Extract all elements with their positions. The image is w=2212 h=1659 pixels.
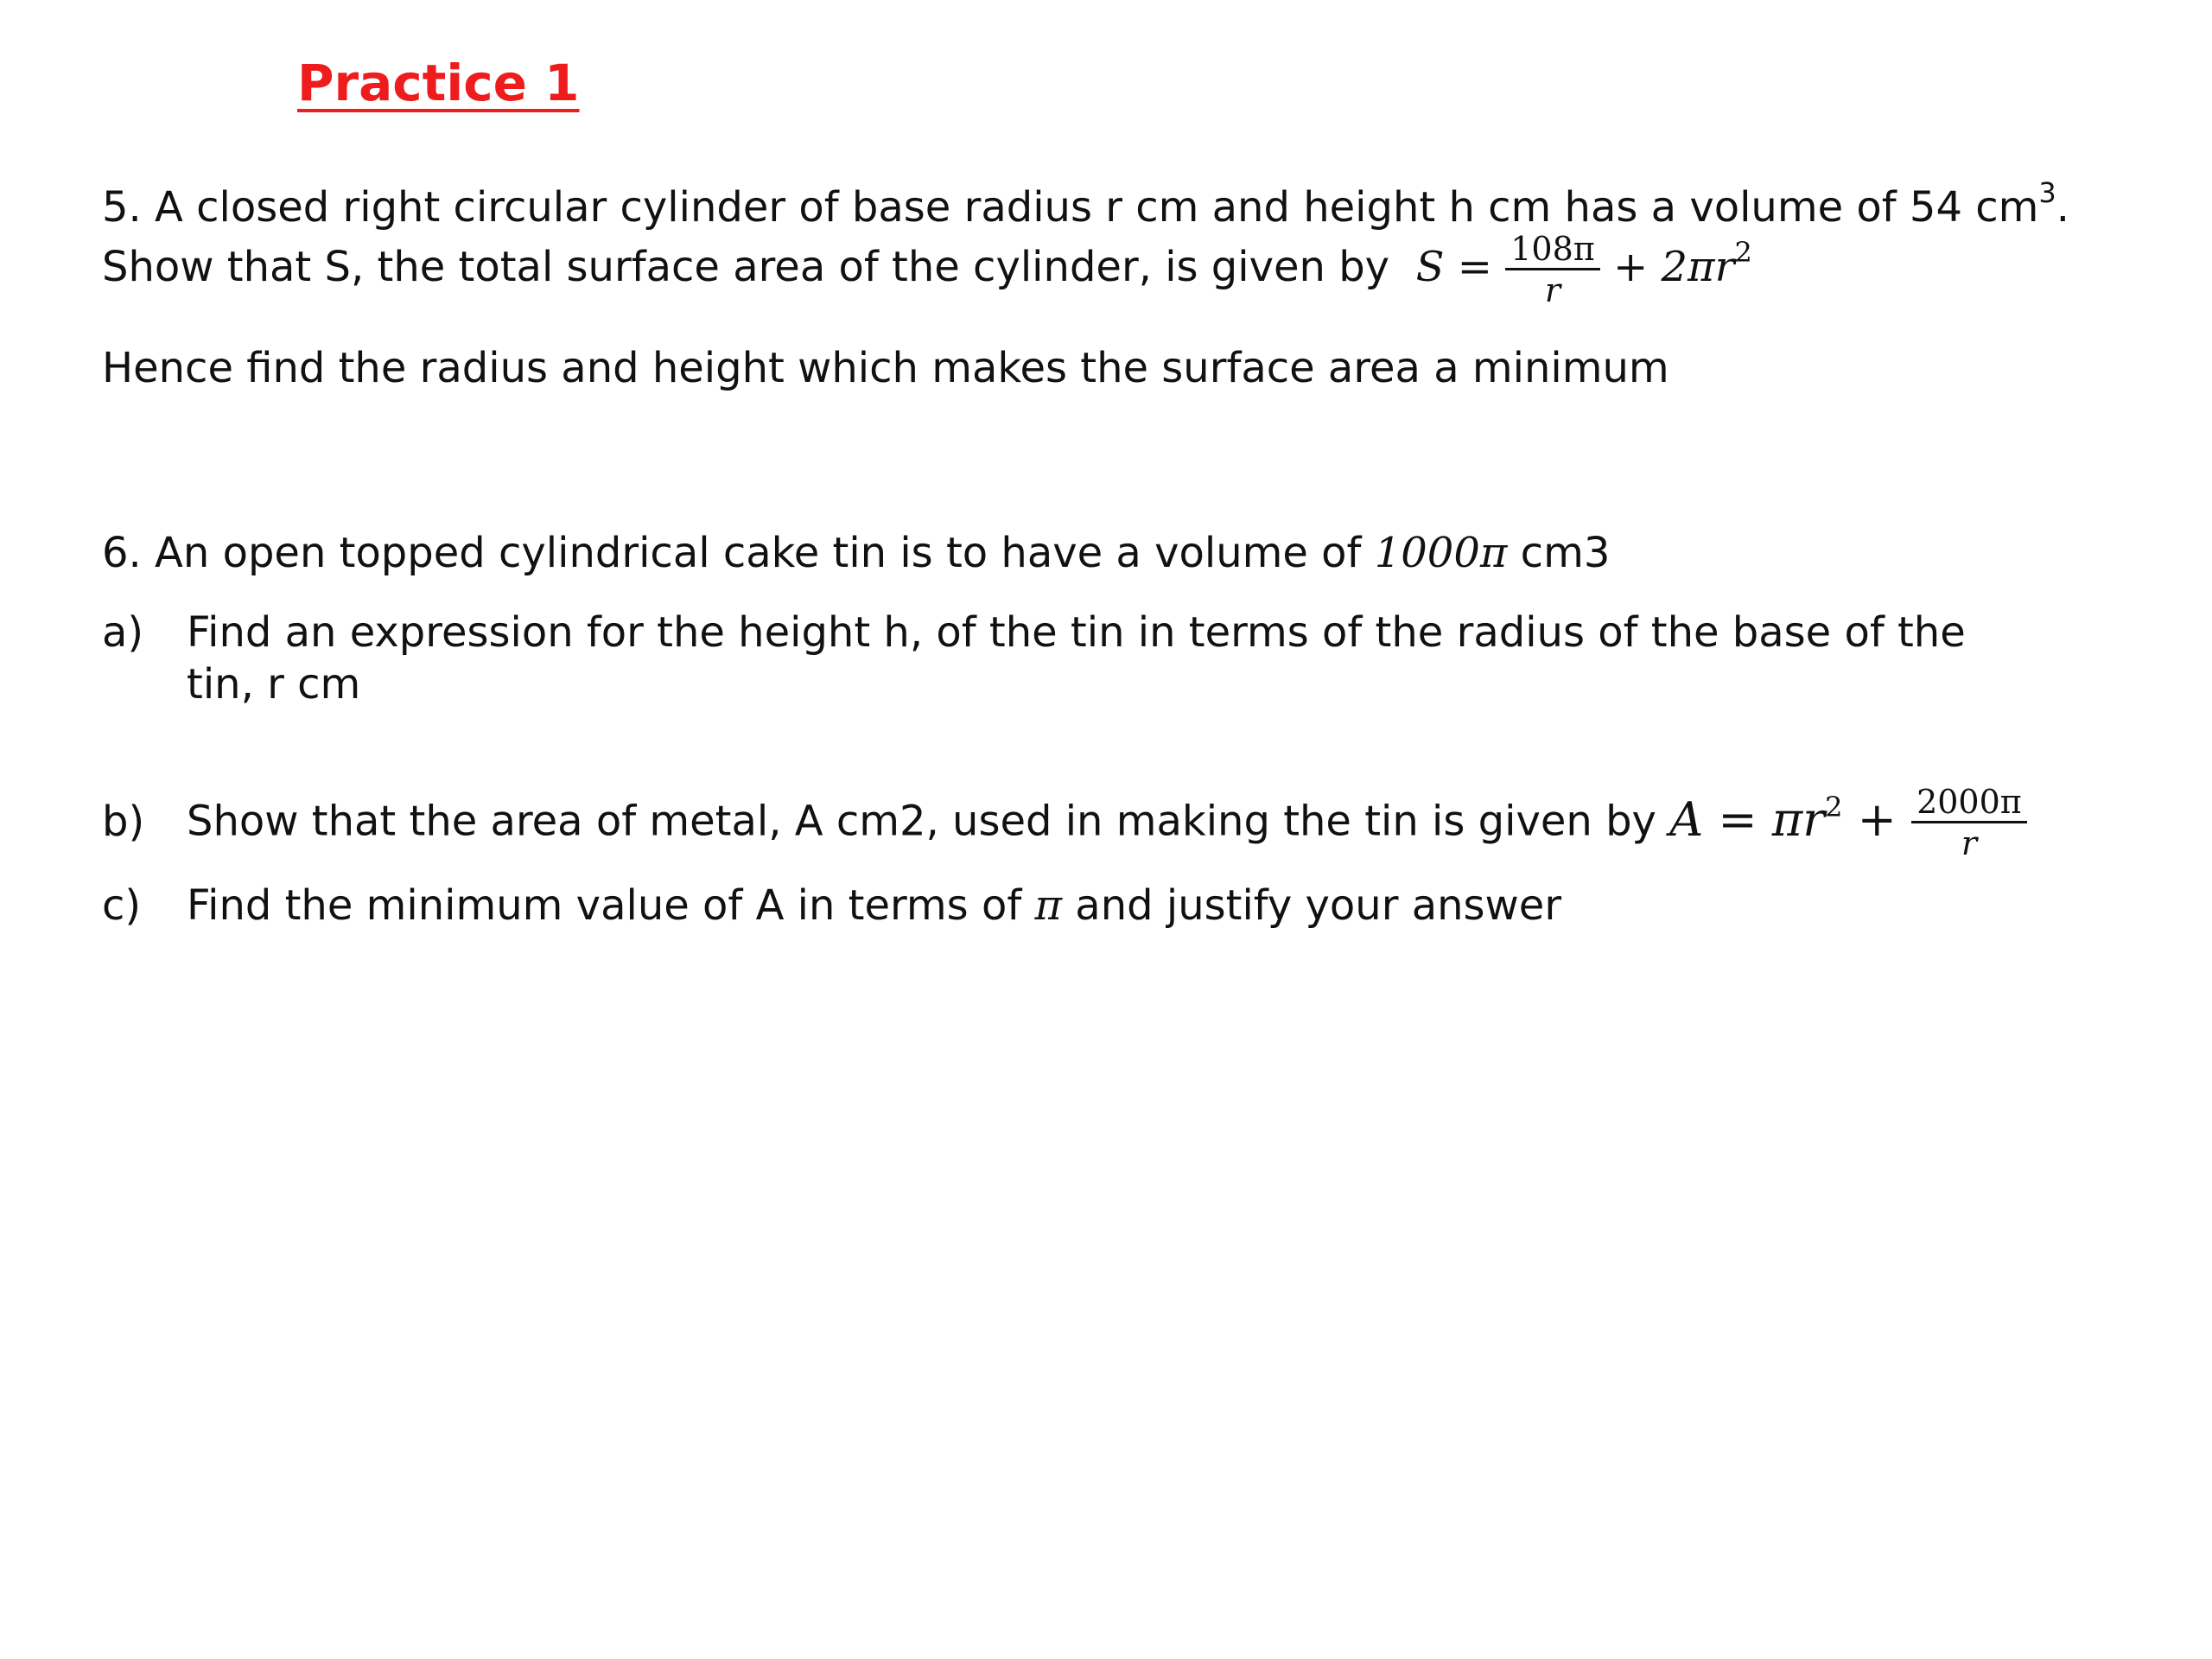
- q5-line3: Hence find the radius and height which makes the surface area a minimum: [102, 344, 1669, 392]
- q6-part-b-text: Show that the area of metal, A cm2, used in making the tin is given by: [187, 797, 1656, 846]
- q6-part-a: [102, 607, 1966, 658]
- q5-line2: [102, 230, 1752, 310]
- q6-b-formula-fraction: [1911, 783, 2027, 863]
- q5-line1-superscript: 3: [2038, 176, 2056, 209]
- q6-b-formula-denominator: r: [1961, 824, 1977, 862]
- q5-formula-superscript: 2: [1734, 236, 1752, 269]
- q5-line1-text: 5. A closed right circular cylinder of base radius r cm and height h cm has a volume of 54 cm: [102, 183, 2039, 232]
- q5-line1: [102, 176, 2070, 233]
- q5-formula-numerator: 108π: [1505, 230, 1600, 270]
- q6-part-a-line1: Find an expression for the height h, of the tin in terms of the radius of the base of the: [187, 608, 1966, 657]
- q6-part-c-text-after: and justify your answer: [1075, 881, 1562, 930]
- q6-part-b: [102, 783, 2027, 863]
- q6-b-formula: [1669, 783, 2027, 862]
- q6-intro: [102, 527, 1610, 579]
- q6-intro-text: 6. An open topped cylindrical cake tin is to have a volume of: [102, 529, 1362, 577]
- q5-line2-text: Show that S, the total surface area of the cylinder, is given by: [102, 243, 1390, 291]
- q6-part-c-pi: π: [1034, 881, 1063, 930]
- page-title: Practice 1: [297, 54, 580, 112]
- q5-formula-denominator: r: [1544, 271, 1561, 309]
- q5-formula-fraction: [1505, 230, 1600, 310]
- q6-intro-math: 1000π: [1374, 529, 1508, 577]
- q6-part-b-label: b): [102, 797, 145, 846]
- q6-b-formula-numerator: 2000π: [1911, 783, 2027, 823]
- q6-b-formula-lhs: A = πr: [1669, 791, 1826, 847]
- q6-intro-unit: cm3: [1520, 529, 1611, 577]
- q5-formula-rest: + 2πr: [1613, 243, 1735, 291]
- q6-b-formula-superscript: 2: [1825, 790, 1843, 823]
- q6-part-c: [102, 880, 1561, 931]
- q6-part-c-text-before: Find the minimum value of A in terms of: [187, 881, 1022, 930]
- q5-formula: [1402, 230, 1752, 309]
- q6-part-a-label: a): [102, 608, 144, 657]
- q5-line1-period: .: [2056, 183, 2070, 232]
- q6-b-formula-plus: +: [1857, 791, 1897, 847]
- q6-part-c-label: c): [102, 881, 142, 930]
- q5-formula-lhs: S =: [1415, 243, 1492, 291]
- q6-part-a-line2: tin, r cm: [187, 660, 361, 709]
